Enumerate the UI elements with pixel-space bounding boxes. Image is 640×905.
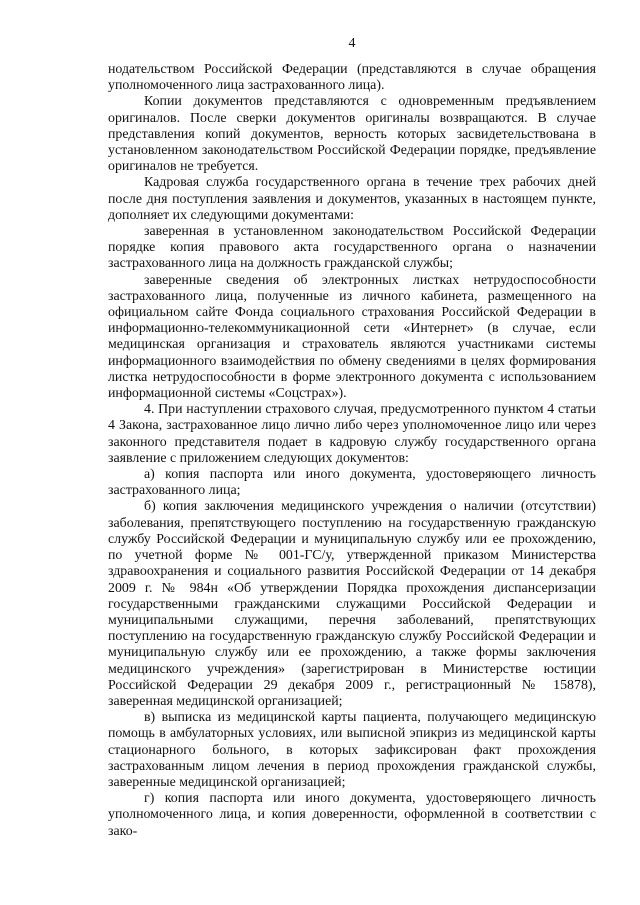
paragraph-sick-leave-info: заверенные сведения об электронных листках нетрудоспособности застрахованного лица, полученные из личного кабинета, размещенного на официальном сайте Фонда социального страхования Российской Федерации в информационно-телекоммуникационной сети «Интернет» (в случае, если медицинская организация и страхователь являются участниками системы информационного взаимодействия по обмену сведениями в целях формирования листка нетрудоспособности в форме электронного документа с использованием информационной системы «Соцстрах»). (108, 272, 596, 402)
document-body (108, 62, 596, 840)
document-page (108, 36, 596, 840)
paragraph-appointment-act: заверенная в установленном законодательством Российской Федерации порядке копия правового акта государственного органа о назначении застрахованного лица на должность гражданской службы; (108, 224, 596, 272)
paragraph-item-g: г) копия паспорта или иного документа, удостоверяющего личность уполномоченного лица, и копия доверенности, оформленной в соответствии с зако- (108, 791, 596, 839)
paragraph-item-v: в) выписка из медицинской карты пациента, получающего медицинскую помощь в амбулаторных условиях, или выписной эпикриз из медицинской карты стационарного больного, в которых зафиксирован факт прохождения застрахованным лицом лечения в период прохождения гражданской службы, заверенные медицинской организацией; (108, 710, 596, 790)
paragraph-copies-originals: Копии документов представляются с одновременным предъявлением оригиналов. После сверки документов оригиналы возвращаются. В случае представления копий документов, верность которых засвидетельствована в установленном законодательством Российской Федерации порядке, предъявление оригиналов не требуется. (108, 94, 596, 175)
paragraph-item-a: а) копия паспорта или иного документа, удостоверяющего личность застрахованного лица; (108, 467, 596, 499)
paragraph-hr-supplement: Кадровая служба государственного органа в течение трех рабочих дней после дня поступления заявления и документов, указанных в настоящем пункте, дополняет их следующими документами: (108, 175, 596, 223)
paragraph-continuation: нодательством Российской Федерации (представляются в случае обращения уполномоченного лица застрахованного лица). (108, 62, 596, 94)
paragraph-item-b: б) копия заключения медицинского учреждения о наличии (отсутствии) заболевания, препятствующего поступлению на государственную гражданскую службу Российской Федерации и муниципальную службу или ее прохождению, по учетной форме № 001-ГС/у, утвержденной приказом Министерства здравоохранения и социального развития Российской Федерации от 14 декабря 2009 г. № 984н «Об утверждении Порядка прохождения диспансеризации государственными гражданскими служащими Российской Федерации и муниципальными служащими, перечня заболеваний, препятствующих поступлению на государственную гражданскую службу Российской Федерации и муниципальную службу или ее прохождению, а также формы заключения медицинского учреждения» (зарегистрирован в Министерстве юстиции Российской Федерации 29 декабря 2009 г., регистрационный № 15878), заверенная медицинской организацией; (108, 499, 596, 709)
page-number: 4 (348, 36, 356, 51)
paragraph-item-4: 4. При наступлении страхового случая, предусмотренного пунктом 4 статьи 4 Закона, застрахованное лицо лично либо через уполномоченное лицо или через законного представителя подает в кадровую службу государственного органа заявление с приложением следующих документов: (108, 402, 596, 466)
